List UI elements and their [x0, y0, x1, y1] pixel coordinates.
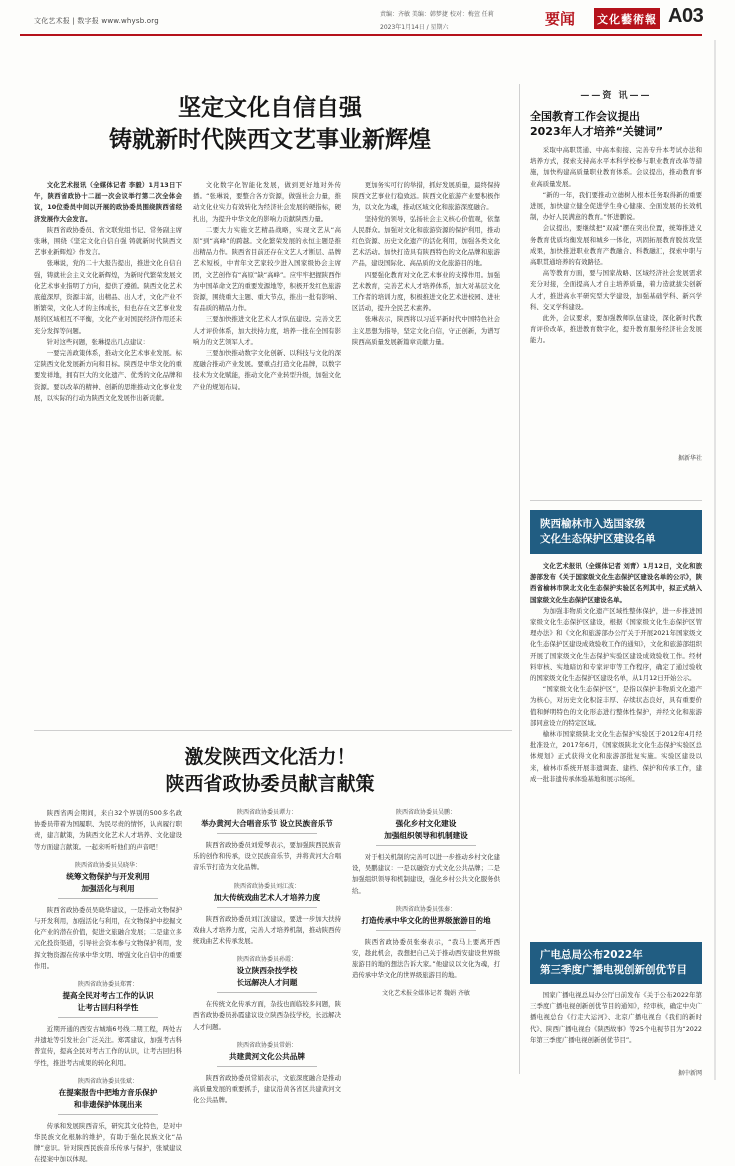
lead-headline	[60, 92, 480, 156]
broadcast-news	[530, 942, 702, 1077]
paragraph: 文化数字化智能化发展，做到更好地对外传播。“张琳说，要整合各方资源，做强社会力量，推动文化业实力有效转化为经济社会发展的硬指标，硬扎出，为提升中华文化的影响力贡献陕西力量。	[193, 181, 341, 223]
paragraph: 采取中高职贯通、中高本衔接、完善专升本考试办法和培养方式，探索支持高水平本科学校参与职业教育改革等措施，加快构建高质量职业教育体系。会议提出，推动教育事业高质量发展。	[530, 146, 702, 188]
yulin-headline-line-1: 陕西榆林市入选国家级	[540, 518, 645, 530]
proposal-title	[352, 915, 500, 927]
paragraph: 为加强非物质文化遗产区域性整体保护，进一步推进国家级文化生态保护区建设，根据《国家级文化生态保护区管理办法》和《文化和旅游部办公厅关于开展2021年国家级文化生态保护区建设成效验收工作的通知》，文化和旅游部组织开展了国家级文化生态保护实验区建设成效验收工作。经材料审核、实地暗访和专家评审等工作程序，确定了通过验收的国家级文化生态保护区建设名单，从1月12日开始公示。	[530, 606, 702, 683]
proposal-title-line: 设立陕西杂技学校	[236, 966, 298, 976]
lead-column-2	[193, 180, 341, 580]
proposal-title-line: 在提案报告中把地方音乐保护	[58, 1087, 158, 1097]
proposal-kicker: 陕西省政协委员吴鹏：	[395, 809, 456, 816]
proposals-headline-line-1: 激发陕西文化活力！	[184, 746, 356, 768]
proposal-kicker: 陕西省政协委员张斌：	[77, 1077, 138, 1085]
proposal-title-line: 提高全民对考古工作的认识	[62, 991, 154, 1001]
lead-paragraph: 文化艺术报讯（全媒体记者 刘青）1月12日，文化和旅游部发布《关于国家级文化生态保护区建设名单的公示》，陕西省榆林市陕北文化生态保护实验区名列其中，拟正式纳入国家级文化生态保护区建设名单。	[530, 562, 702, 604]
paragraph: 高等教育方面，要与国家战略、区域经济社会发展需求充分对接，全面提高人才自主培养质量，着力造就拔尖创新人才，推进高水平研究型大学建设，加强基础学科、新兴学科、交叉学科建设。	[530, 269, 702, 311]
lead-column-1	[34, 180, 182, 580]
paragraph: 陕西省政协委员刘江波建议，要进一步加大扶持戏曲人才培养力度，完善人才培养机制，推动陕西传统戏曲艺术传承发展。	[193, 914, 341, 946]
proposal-body	[34, 1121, 182, 1166]
lead-headline-line-2: 铸就新时代陕西文艺事业新辉煌	[109, 126, 431, 153]
proposal-title	[34, 990, 182, 1014]
broadcast-body	[530, 990, 702, 1068]
yulin-body	[530, 561, 702, 961]
proposal-title-line: 加强组织领导和机制建设	[384, 831, 468, 840]
newspaper-logo: 文化藝術報	[594, 8, 660, 29]
sidebar-news	[530, 88, 702, 462]
broadcast-headline	[530, 942, 702, 984]
proposal-body	[193, 999, 341, 1033]
proposal-body	[193, 914, 341, 948]
proposal-title-line: 加强活化与利用	[81, 883, 135, 893]
paragraph: 对于相关机制的完善可以进一步推动乡村文化建设，吴鹏建议：一是以融资方式文化公共品牌；二是加强组织领导和机制建设，强化乡村公共文化服务供给。	[352, 853, 500, 895]
title-rule	[58, 898, 158, 899]
paragraph: 三要加快推动数字文化创新、以科技与文化的深度融合推动产业发展。要重点打造文化品牌，以数字技术为文化赋能，推动文化产业转型升级，加强文化产业的规划布局。	[193, 349, 341, 391]
title-rule	[58, 1017, 158, 1018]
paragraph: 陕西省政协委员吴晓华建议，一是推动文物保护与开发利用，加强活化与利用，在文物保护中挖掘文化产业的潜在价值，促进文旅融合发展；二是建立多元化投资渠道，引导社会资本参与文物保护利用，发挥文物资源在传承中华文明、增强文化自信中的重要作用。	[34, 905, 182, 970]
paragraph: 更加务实可行的举措，抓好发展质量，最终保持陕西文艺事业行稳致远。陕西文化旅游产业要积极作为，以文化为魂，推动区域文化和旅游深度融合。	[352, 181, 500, 212]
proposal-title-line: 和非遗保护体现出来	[73, 1099, 143, 1109]
editor-line: 责编：齐敏 美编：韩梦捷 校对：梅萱 任莉	[380, 11, 494, 18]
proposal-title-line: 强化乡村文化建设	[395, 819, 457, 828]
paragraph: 传承和发展陕西音乐，研究其文化特色，是对中华民族文化根脉的维护，有助于强化民族文化“品牌”意识。针对陕西民族音乐传承与保护，张斌建议在提案中加以体现。	[34, 1121, 182, 1164]
title-rule	[217, 833, 317, 834]
paragraph: 陕西省政协委员刘爱琴表示，要加强陕西民族音乐的创作和传承，设立民族音乐节，并将黄河大合唱音乐节打造为文化品牌。	[193, 841, 341, 872]
broadcast-headline-line-1: 广电总局公布2022年	[540, 949, 643, 961]
date-line: 2023年1月14日 / 星期六	[380, 24, 449, 31]
section-divider	[530, 500, 702, 501]
proposals-headline-line-2: 陕西省政协委员献言献策	[165, 773, 375, 795]
paragraph: 四要强化教育对文化艺术事业的支撑作用。加强艺术教育，完善艺术人才培养体系，加大对基层文化工作者的培训力度，积极推进文化艺术进校园、进社区活动，提升全民艺术素养。	[352, 270, 500, 313]
paragraph: “国家级文化生态保护区”，是指以保护非物质文化遗产为核心，对历史文化积淀丰厚、存续状态良好，具有重要价值和鲜明特色的文化形态进行整体性保护，并经文化和旅游部同意设立的特定区域。	[530, 685, 702, 727]
proposal-title-line: 举办黄河大合唱音乐节 设立民族音乐节	[201, 819, 333, 828]
section-divider	[34, 730, 512, 731]
paragraph: 张琳说，党的二十大报告提出，推进文化自信自强，铸就社会主义文化新辉煌，为新时代繁荣发展文化艺术事业指明了方向，提供了遵循。陕西文化艺术底蕴深厚，资源丰富，出精品、出人才，文化产业不断繁荣，文化人才的主体成长，但也存在文艺事业发展的区域相互不平衡，文化产业对国民经济作用还未充分发挥等问题。	[34, 259, 182, 335]
paper-name: 文化艺术报 | 数字报 www.whysb.org	[34, 17, 159, 25]
news-credit: 据新华社	[677, 455, 702, 462]
proposal-body	[193, 1073, 341, 1107]
proposal-body	[34, 1024, 182, 1069]
proposal-body	[34, 905, 182, 972]
proposals-column-3	[352, 808, 500, 1074]
proposal-kicker: 陕西省政协委员孙霞：	[236, 956, 297, 964]
proposal-title-line: 共建黄河文化公共品牌	[229, 1051, 305, 1061]
sidebar-headline	[530, 109, 702, 139]
proposal-kicker: 陕西省政协委员常娟：	[236, 1041, 297, 1049]
paragraph: 二要大力实施文艺精品战略，实现文艺从“高原”到“高峰”的跨越。文化繁荣发展的永恒主题是推出精品力作。陕西省目前还存在文艺人才断层、品牌艺术短板，中青年文艺家较少进入国家级协会主席团，文艺创作有“高原”缺“高峰”。应牢牢把握陕西作为中国革命文艺的重要发源地等，积极开发红色旅游资源，围绕重大主题、重大节点，推出一批有影响、有品质的精品力作。	[193, 225, 341, 313]
header-divider	[20, 34, 702, 36]
paragraph: 此外，会议要求，要加强教师队伍建设，深化新时代教育评价改革，推进教育数字化，提升教育服务经济社会发展能力。	[530, 314, 702, 345]
proposal-kicker: 陕西省政协委员吴晓华：	[74, 861, 141, 869]
paragraph: 在传统文化传承方面，杂技也面临较多问题，陕西省政协委员孙霞建议设立陕西杂技学校，长远解决人才问题。	[193, 1000, 341, 1031]
proposal-title	[352, 818, 500, 842]
paragraph: 近期开通的西安古城墙6号线二期工程，两处古井遗址等引发社会广泛关注。郑霄建议，加强考古科普宣传，提高全民对考古工作的认识，让考古回归科学性，推进考古成果的转化利用。	[34, 1025, 182, 1067]
paragraph: “新的一年，我们要推动立德树人根本任务取得新的重要进展，加快建立健全促进学生身心健康、全面发展的长效机制，办好人民满意的教育。”怀进鹏说。	[530, 190, 702, 222]
news-kicker: ——资 讯——	[580, 91, 652, 101]
proposals-column-2	[193, 808, 341, 1105]
proposal-body	[352, 937, 500, 982]
title-rule	[217, 1066, 317, 1067]
title-rule	[376, 845, 476, 846]
title-rule	[217, 907, 317, 908]
paragraph: 陕西省政协委员张秦表示，“我马上要离开西安，趁此机会，我想把自己关于推动西安建设世界级旅游目的地的想法告诉大家。”他建议以文化为魂，打造传承中华文化的世界级旅游目的地。	[352, 937, 500, 980]
paragraph: 榆林市国家级陕北文化生态保护实验区于2012年4月经批准设立，2017年6月，《国家级陕北文化生态保护实验区总体规划》正式获得文化和旅游部批复实施。实验区建设以来，榆林市系统开展非遗调查、建档、保护和传承工作，建成一批非遗传承体验基地和展示场所。	[530, 730, 702, 783]
proposals-headline	[60, 744, 480, 798]
paragraph: 会议提出，要继续把“双减”摆在突出位置，统筹推进义务教育优质均衡发展和城乡一体化，巩固拓展教育脱贫攻坚成果，加快推进职业教育产教融合、科教融汇，探索中职与高职贯通培养的有效路径。	[530, 224, 702, 267]
proposals-credit: 文化艺术报全媒体记者 魏娟 齐敏	[382, 989, 470, 997]
paragraph: 三要加快推进文化艺术人才队伍建设。完善文艺人才评价体系，加大扶持力度，培养一批在全国有影响力的文艺领军人才。	[193, 315, 341, 346]
proposal-kicker: 陕西省政协委员郑霄：	[77, 981, 138, 989]
proposal-title-line: 让考古回归科学性	[77, 1003, 139, 1013]
paragraph: 陕西省政协委员常娟表示，文旅深度融合是推动高质量发展的重要抓手，建议沿黄各省区共建黄河文化公共品牌。	[193, 1073, 341, 1105]
proposals-column-1	[34, 808, 182, 1164]
sidebar-headline-line-2: 2023年人才培养“关键词”	[530, 125, 664, 138]
title-rule	[58, 1114, 158, 1115]
proposal-title	[34, 1087, 182, 1111]
broadcast-headline-line-2: 第三季度广播电视创新创优节目	[540, 964, 687, 976]
proposal-body	[193, 840, 341, 874]
paragraph: 陕西省两会期间，来自32个界别的500多名政协委员带着为国履职、为民尽责的情怀，认真履行职责，建言献策，为陕西文化艺术人才培养、文化建设等方面建言献策。一起来听听他们的声音吧！	[34, 809, 182, 851]
title-rule	[376, 930, 476, 931]
proposal-title	[193, 1051, 341, 1063]
yulin-headline	[530, 510, 702, 554]
paragraph: 国家广播电视总局办公厅日前发布《关于公布2022年第三季度广播电视创新创优节目的通知》，经审核，确定中央广播电视总台《行走大运河》、北京广播电视台《我们的新时代》、陕西广播电视台《陕西故事》等25个电视节目为“2022年第三季度广播电视创新创优节目”。	[530, 991, 702, 1044]
title-rule	[217, 992, 317, 993]
proposal-kicker: 陕西省政协委员刘江波：	[233, 882, 300, 890]
proposal-title	[34, 871, 182, 895]
paragraph: 坚持党的领导，弘扬社会主义核心价值观，依靠人民群众。加强对文化和旅游资源的保护利用，推动红色资源、历史文化遗产的活化利用，加强各类文化艺术活动。加快打造具有陕西特色的文化品牌和旅游产品，建设国际化、高品质的文化旅游目的地。	[352, 214, 500, 268]
lead-paragraph: 文化艺术报讯（全媒体记者 李毅）1月13日下午，陕西省政协十二届一次会议举行第二次全体会议，10位委员中间以开展的政协委员围绕陕西省经济发展作大会发言。	[34, 181, 182, 223]
paragraph: 针对这些问题，张琳提出几点建议：	[46, 337, 150, 346]
proposal-title	[193, 892, 341, 904]
proposal-title-line: 长远解决人才问题	[236, 978, 298, 988]
sidebar-body	[530, 145, 702, 453]
lead-column-3	[352, 180, 500, 580]
proposal-body	[352, 852, 500, 897]
edition-meta	[380, 8, 494, 34]
sidebar-headline-line-1: 全国教育工作会议提出	[530, 110, 640, 123]
yulin-headline-line-2: 文化生态保护区建设名单	[540, 533, 656, 545]
paragraph: 陕西省政协委员、省文联党组书记、常务副主席张琳，围绕《坚定文化自信自强 铸就新时代陕西文艺事业新辉煌》作发言。	[34, 225, 182, 257]
yulin-news	[530, 510, 702, 961]
lead-headline-line-1: 坚定文化自信自强	[178, 94, 362, 121]
proposals-intro	[34, 808, 182, 853]
proposal-title-line: 统筹文物保护与开发利用	[66, 871, 150, 881]
proposal-title	[193, 965, 341, 989]
column-divider	[519, 84, 520, 1074]
page-edge-shadow	[714, 40, 716, 1080]
proposal-title-line: 打造传承中华文化的世界级旅游目的地	[361, 915, 491, 925]
proposal-kicker: 陕西省政协委员张秦：	[395, 905, 456, 913]
page-number: A03	[668, 5, 704, 27]
section-category: 要闻	[545, 10, 576, 28]
paragraph: 张琳表示，陕西将以习近平新时代中国特色社会主义思想为指导，坚定文化自信，守正创新，为谱写陕西高质量发展新篇章贡献力量。	[352, 315, 500, 346]
proposal-title-line: 加大传统戏曲艺术人才培养力度	[213, 892, 321, 902]
paragraph: 一要完善政策体系，推动文化艺术事业发展。标定陕西文化发展新方向和目标。陕西是中华文化的重要发祥地，拥有巨大的文化遗产、优秀的文化品牌和资源。要以改革的精神、创新的思维推动文化事业发展，以实际的行动为陕西文化发展作出新贡献。	[34, 349, 182, 402]
news-credit: 据中新网	[677, 1070, 702, 1077]
proposal-kicker: 陕西省政协委员谭力：	[236, 809, 297, 816]
proposal-title	[193, 818, 341, 830]
